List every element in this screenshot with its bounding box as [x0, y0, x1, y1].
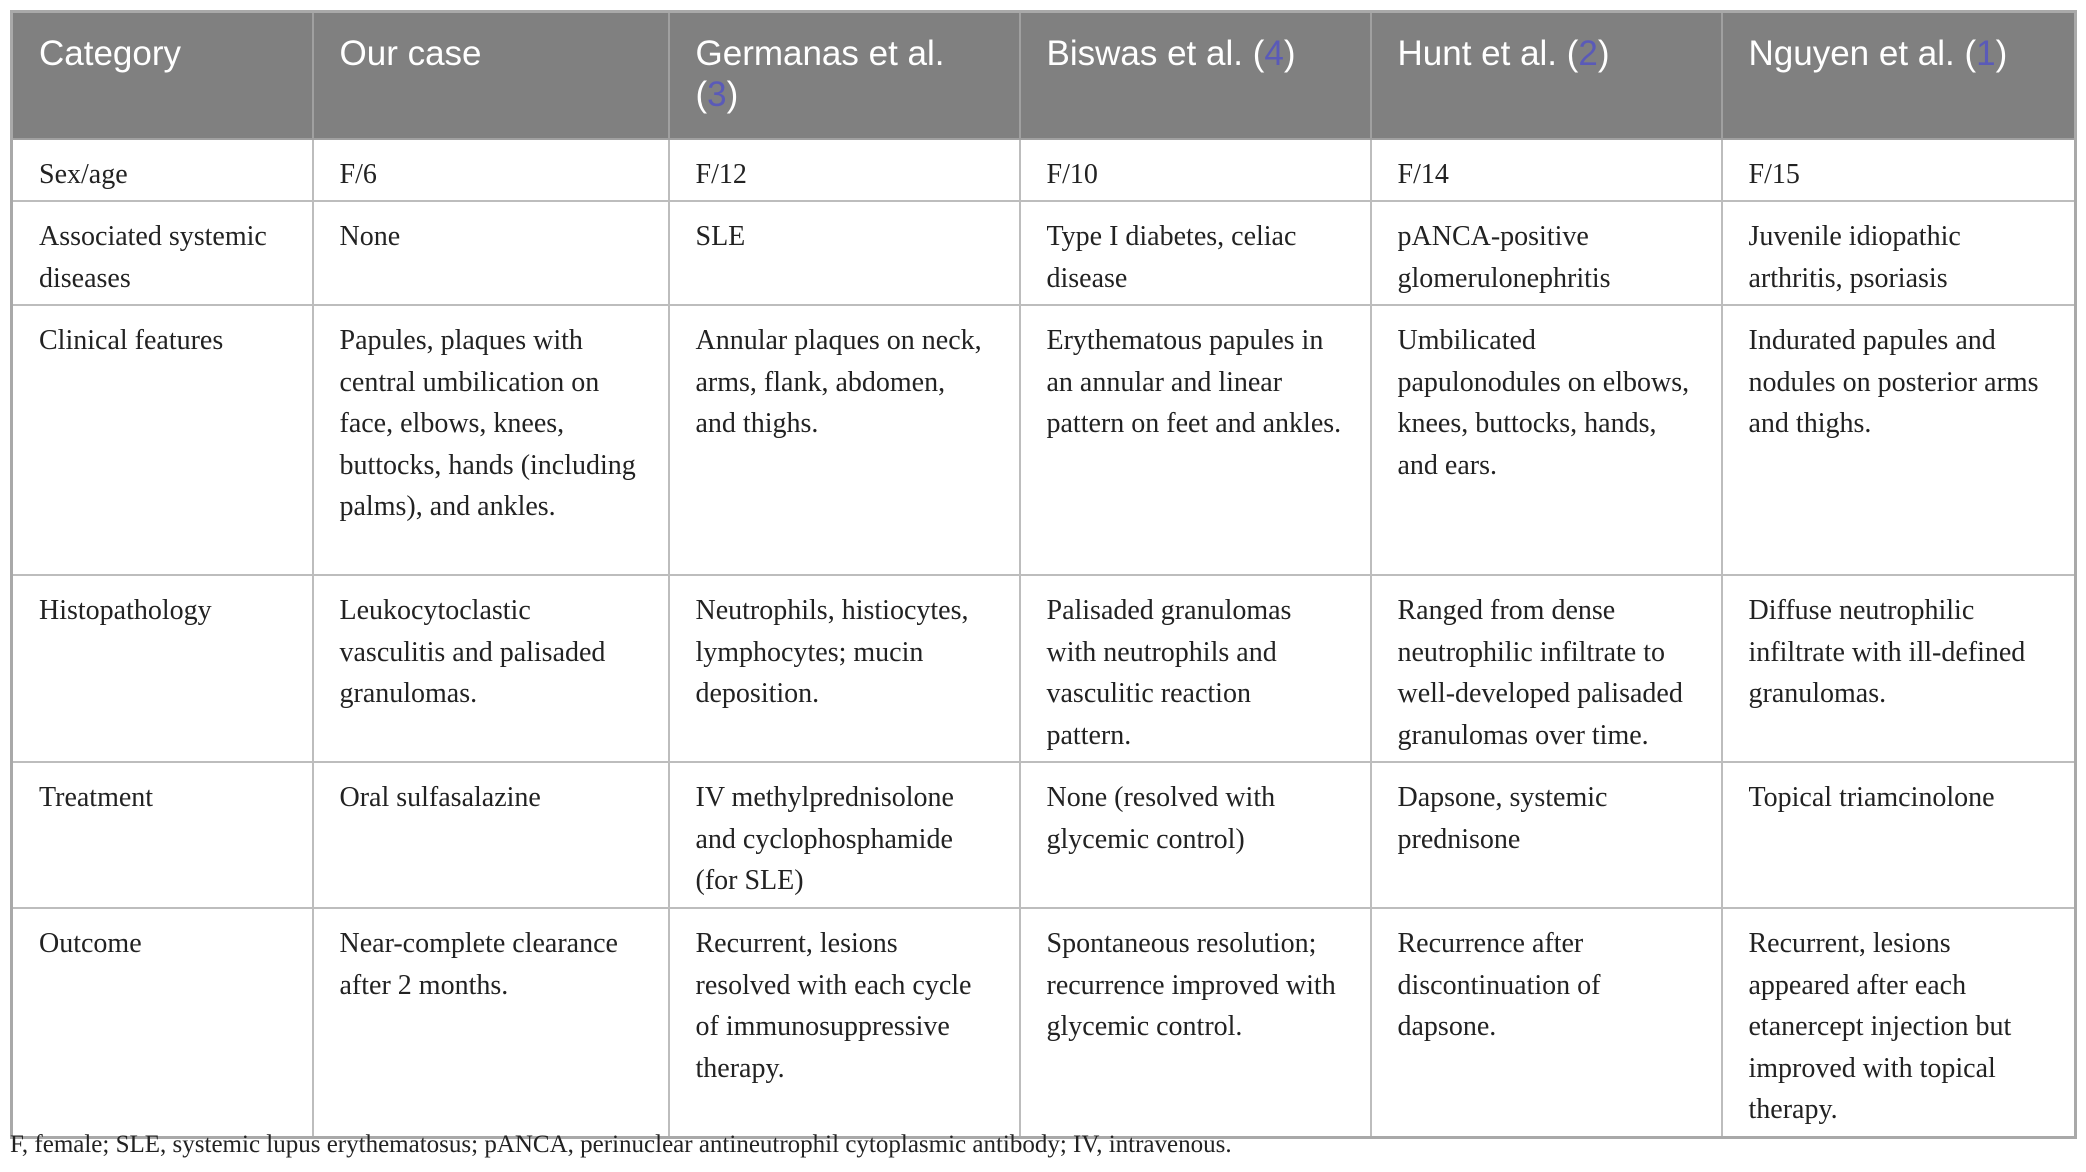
table-row-outcome	[12, 908, 2076, 1137]
table-cell: Recurrence after discontinuation of dapsone.	[1371, 908, 1722, 1137]
table-row-systemic-diseases	[12, 201, 2076, 305]
table-cell: Diffuse neutrophilic infiltrate with ill-defined granulomas.	[1722, 575, 2076, 762]
header-our-case: Our case	[313, 12, 669, 140]
table-row-sex-age	[12, 139, 2076, 201]
reference-link[interactable]: 3	[707, 75, 727, 114]
row-category-label: Clinical features	[12, 305, 313, 575]
row-category-label: Sex/age	[12, 139, 313, 201]
table-cell: Oral sulfasalazine	[313, 762, 669, 908]
table-cell: Juvenile idiopathic arthritis, psoriasis	[1722, 201, 2076, 305]
table-cell: Palisaded granulomas with neutrophils and vasculitic reaction pattern.	[1020, 575, 1371, 762]
table-cell: F/6	[313, 139, 669, 201]
table-row-clinical-features	[12, 305, 2076, 575]
row-category-label: Associated systemic diseases	[12, 201, 313, 305]
header-category: Category	[12, 12, 313, 140]
table-cell: Topical triamcinolone	[1722, 762, 2076, 908]
row-category-label: Histopathology	[12, 575, 313, 762]
table-row-treatment	[12, 762, 2076, 908]
row-category-label: Treatment	[12, 762, 313, 908]
table-cell: Leukocytoclastic vasculitis and palisaded granulomas.	[313, 575, 669, 762]
header-biswas: Biswas et al. (4)	[1020, 12, 1371, 140]
table-cell: IV methylprednisolone and cyclophosphamide (for SLE)	[669, 762, 1020, 908]
header-nguyen: Nguyen et al. (1)	[1722, 12, 2076, 140]
table-cell: pANCA-positive glomerulonephritis	[1371, 201, 1722, 305]
table-cell: Neutrophils, histiocytes, lymphocytes; mucin deposition.	[669, 575, 1020, 762]
header-germanas: Germanas et al. (3)	[669, 12, 1020, 140]
table-cell: F/14	[1371, 139, 1722, 201]
row-category-label: Outcome	[12, 908, 313, 1137]
table-cell: Erythematous papules in an annular and linear pattern on feet and ankles.	[1020, 305, 1371, 575]
table-cell: Type I diabetes, celiac disease	[1020, 201, 1371, 305]
comparison-table-container	[10, 10, 2074, 1139]
header-row	[12, 12, 2076, 140]
table-cell: F/12	[669, 139, 1020, 201]
reference-link[interactable]: 1	[1976, 34, 1996, 73]
table-cell: Recurrent, lesions resolved with each cycle of immunosuppressive therapy.	[669, 908, 1020, 1137]
table-cell: F/15	[1722, 139, 2076, 201]
table-row-histopathology	[12, 575, 2076, 762]
case-comparison-table	[10, 10, 2077, 1139]
table-cell: F/10	[1020, 139, 1371, 201]
table-cell: Umbilicated papulonodules on elbows, knees, buttocks, hands, and ears.	[1371, 305, 1722, 575]
table-cell: Near-complete clearance after 2 months.	[313, 908, 669, 1137]
table-cell: Indurated papules and nodules on posterior arms and thighs.	[1722, 305, 2076, 575]
table-cell: Dapsone, systemic prednisone	[1371, 762, 1722, 908]
reference-link[interactable]: 2	[1578, 34, 1598, 73]
table-cell: SLE	[669, 201, 1020, 305]
table-cell: Spontaneous resolution; recurrence improved with glycemic control.	[1020, 908, 1371, 1137]
header-hunt: Hunt et al. (2)	[1371, 12, 1722, 140]
table-cell: None (resolved with glycemic control)	[1020, 762, 1371, 908]
table-cell: Papules, plaques with central umbilication on face, elbows, knees, buttocks, hands (including palms), and ankles.	[313, 305, 669, 575]
table-cell: Recurrent, lesions appeared after each etanercept injection but improved with topical therapy.	[1722, 908, 2076, 1137]
table-cell: Ranged from dense neutrophilic infiltrate to well-developed palisaded granulomas over time.	[1371, 575, 1722, 762]
reference-link[interactable]: 4	[1264, 34, 1284, 73]
table-footnote: F, female; SLE, systemic lupus erythematosus; pANCA, perinuclear antineutrophil cytoplasmic antibody; IV, intravenous.	[10, 1131, 1232, 1158]
table-cell: Annular plaques on neck, arms, flank, abdomen, and thighs.	[669, 305, 1020, 575]
table-cell: None	[313, 201, 669, 305]
